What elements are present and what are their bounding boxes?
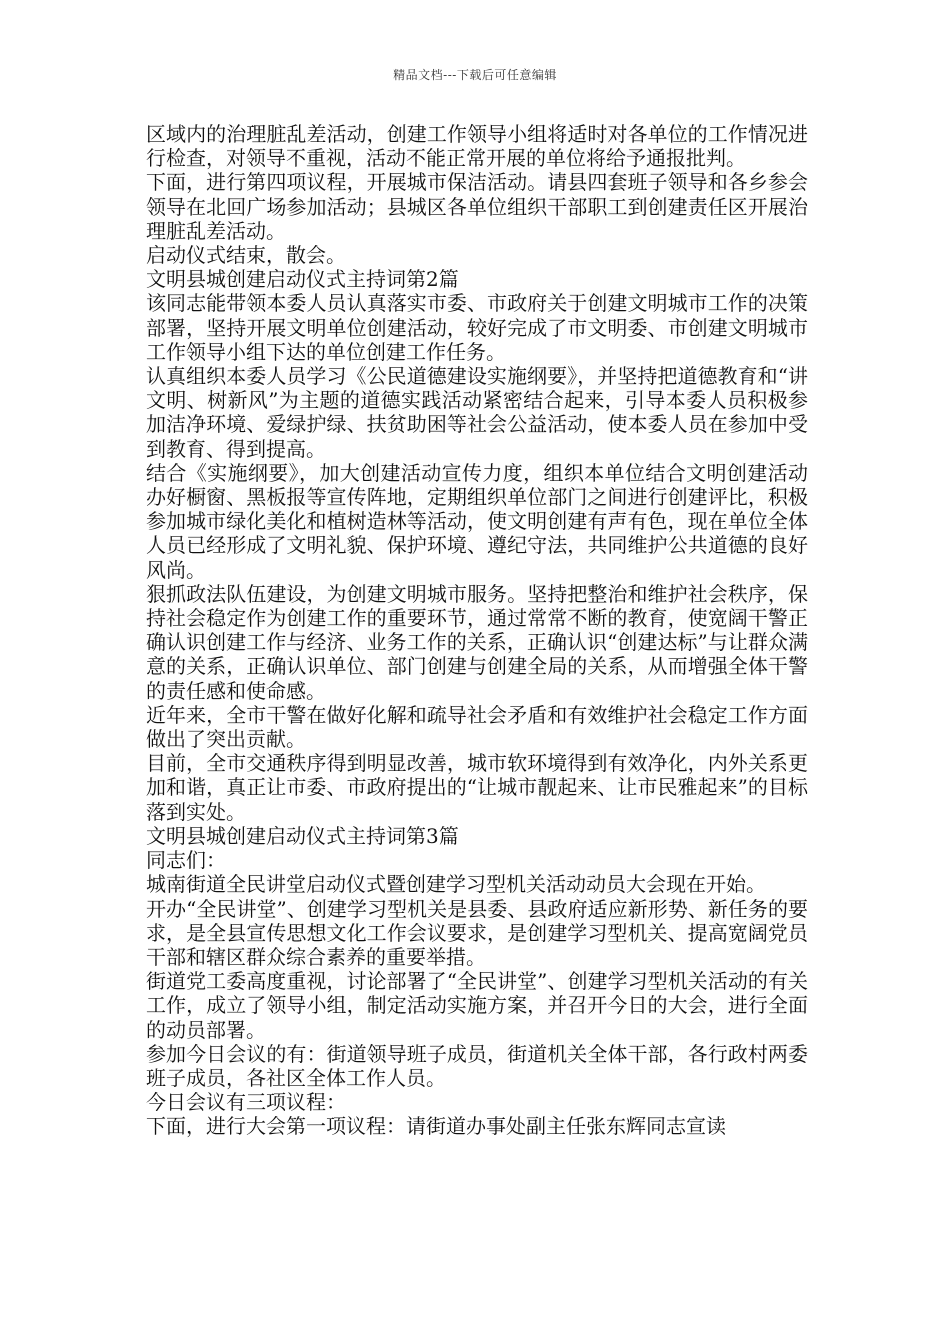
paragraph: 认真组织本委人员学习《公民道德建设实施纲要》，并坚持把道德教育和“讲文明、树新风”为主题的道德实践活动紧密结合起来，引导本委人员积极参加洁净环境、爱绿护绿、扶贫助困等社会公益活动，使本委人员在参加中受到教育、得到提高。 (146, 364, 808, 461)
paragraph: 结合《实施纲要》，加大创建活动宣传力度，组织本单位结合文明创建活动办好橱窗、黑板报等宣传阵地，定期组织单位部门之间进行创建评比，积极参加城市绿化美化和植树造林等活动，使文明创建有声有色，现在单位全体人员已经形成了文明礼貌、保护环境、遵纪守法，共同维护公共道德的良好风尚。 (146, 460, 808, 582)
page-header: 精品文档---下载后可任意编辑 (393, 68, 557, 82)
paragraph: 目前，全市交通秩序得到明显改善，城市软环境得到有效净化，内外关系更加和谐，真正让市委、市政府提出的“让城市靓起来、让市民雅起来”的目标落到实处。 (146, 751, 808, 824)
paragraph: 同志们： (146, 848, 226, 873)
paragraph: 今日会议有三项议程： (146, 1090, 346, 1115)
paragraph: 城南街道全民讲堂启动仪式暨创建学习型机关活动动员大会现在开始。 (146, 872, 766, 897)
paragraph: 下面，进行第四项议程，开展城市保洁活动。请县四套班子领导和各乡参会领导在北回广场参加活动；县城区各单位组织干部职工到创建责任区开展治理脏乱差活动。 (146, 170, 808, 243)
section-heading: 文明县城创建启动仪式主持词第2篇 (146, 267, 459, 292)
paragraph: 近年来，全市干警在做好化解和疏导社会矛盾和有效维护社会稳定工作方面做出了突出贡献。 (146, 702, 808, 752)
paragraph: 下面，进行大会第一项议程：请街道办事处副主任张东辉同志宣读 (146, 1114, 726, 1139)
paragraph: 狠抓政法队伍建设，为创建文明城市服务。坚持把整治和维护社会秩序，保持社会稳定作为创建工作的重要环节，通过常常不断的教育，使宽阔干警正确认识创建工作与经济、业务工作的关系，正确认识“创建达标”与让群众满意的关系，正确认识单位、部门创建与创建全局的关系，从而增强全体干警的责任感和使命感。 (146, 581, 808, 703)
paragraph: 启动仪式结束，散会。 (146, 243, 346, 268)
document-body (146, 122, 808, 1139)
paragraph: 区域内的治理脏乱差活动，创建工作领导小组将适时对各单位的工作情况进行检查，对领导不重视，活动不能正常开展的单位将给予通报批判。 (146, 122, 808, 171)
paragraph: 街道党工委高度重视，讨论部署了“全民讲堂”、创建学习型机关活动的有关工作，成立了领导小组，制定活动实施方案，并召开今日的大会，进行全面的动员部署。 (146, 969, 808, 1042)
paragraph: 开办“全民讲堂”、创建学习型机关是县委、县政府适应新形势、新任务的要求，是全县宣传思想文化工作会议要求，是创建学习型机关、提高宽阔党员干部和辖区群众综合素养的重要举措。 (146, 896, 808, 969)
paragraph: 该同志能带领本委人员认真落实市委、市政府关于创建文明城市工作的决策部署，坚持开展文明单位创建活动，较好完成了市文明委、市创建文明城市工作领导小组下达的单位创建工作任务。 (146, 291, 808, 364)
section-heading: 文明县城创建启动仪式主持词第3篇 (146, 823, 459, 848)
paragraph: 参加今日会议的有：街道领导班子成员，街道机关全体干部，各行政村两委班子成员，各社区全体工作人员。 (146, 1041, 808, 1090)
